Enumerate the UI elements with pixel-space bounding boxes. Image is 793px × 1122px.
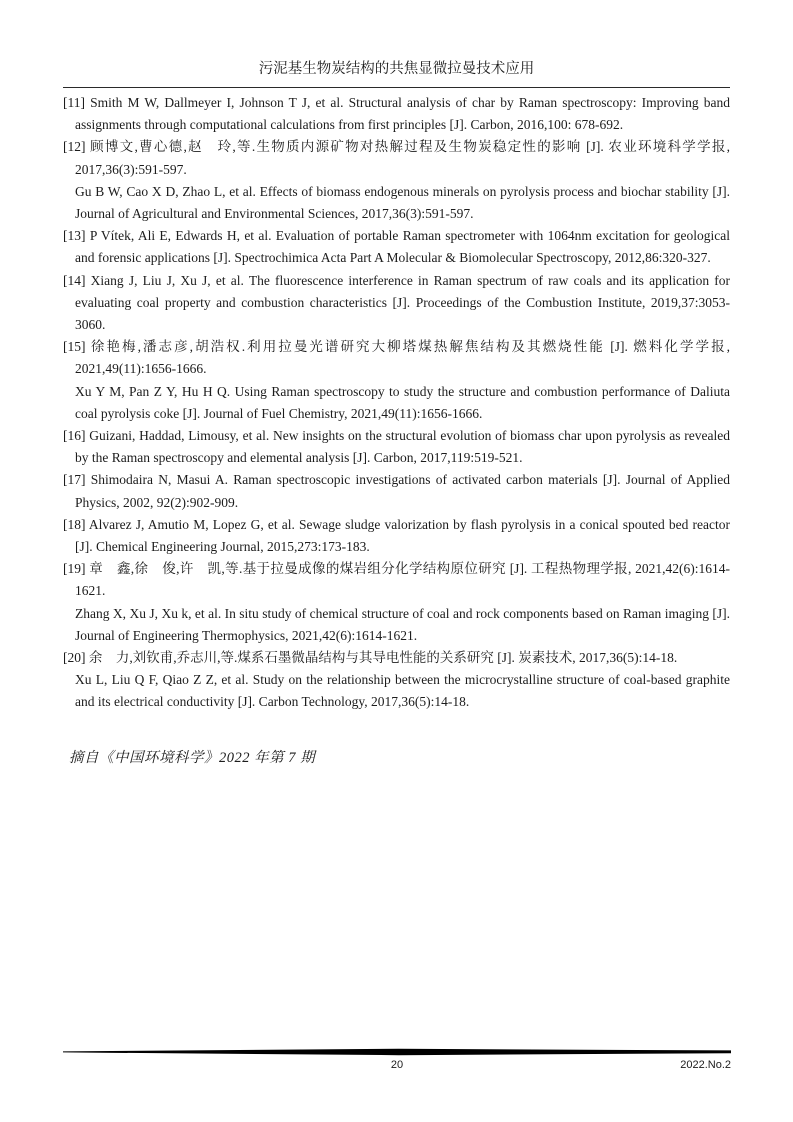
reference-citation: [16] Guizani, Haddad, Limousy, et al. New insights on the structural evolution of biomass char upon pyrolysis as revealed by the Raman spectroscopy and elemental analysis [J]. Carbon, 2017,119:519-521. <box>63 428 730 466</box>
footer-rule <box>63 1048 731 1056</box>
reference-label: [12] <box>63 139 86 155</box>
reference-translation: Gu B W, Cao X D, Zhao L, et al. Effects of biomass endogenous minerals on pyrolysis process and biochar stability [J]. Journal of Agricultural and Environmental Sciences, 2017,36(3):591-597. <box>75 183 730 222</box>
reference-label: [11] <box>63 95 85 110</box>
reference-label: [15] <box>63 339 86 355</box>
reference-citation: [20] 余 力,刘钦甫,乔志川,等.煤系石墨微晶结构与其导电性能的关系研究 [J]. 炭素技术, 2017,36(5):14-18. <box>63 650 678 666</box>
reference-translation: Xu L, Liu Q F, Qiao Z Z, et al. Study on the relationship between the microcrystalline structure of coal-based graphite and its electrical conductivity [J]. Carbon Technology, 2017,36(5):14-18. <box>75 672 730 710</box>
reference-translation: Xu Y M, Pan Z Y, Hu H Q. Using Raman spectroscopy to study the structure and combustion performance of Daliuta coal pyrolysis coke [J]. Journal of Fuel Chemistry, 2021,49(11):1656-1666. <box>75 383 730 421</box>
reference-item <box>63 514 730 558</box>
reference-item <box>63 647 730 714</box>
reference-item <box>63 136 730 225</box>
reference-item <box>63 558 730 647</box>
reference-item <box>63 425 730 469</box>
reference-item <box>63 469 730 513</box>
reference-citation: [17] Shimodaira N, Masui A. Raman spectroscopic investigations of activated carbon materials [J]. Journal of Applied Physics, 2002, 92(2):902-909. <box>63 472 730 510</box>
issue-label: 2022.No.2 <box>680 1059 731 1071</box>
reference-label: [13] <box>63 228 86 244</box>
references-list <box>63 92 730 714</box>
reference-item <box>63 92 730 136</box>
reference-citation: [11] Smith M W, Dallmeyer I, Johnson T J, et al. Structural analysis of char by Raman spectroscopy: Improving band assignments through computational calculations from first principles [J]. Carbon, 2016,100: 678-692. <box>63 95 730 133</box>
reference-label: [20] <box>63 650 86 666</box>
reference-item <box>63 336 730 425</box>
reference-label: [14] <box>63 272 86 288</box>
running-head-title: 污泥基生物炭结构的共焦显微拉曼技术应用 <box>258 61 535 77</box>
source-note: 摘自《中国环境科学》2022 年第 7 期 <box>69 749 316 766</box>
page-number: 20 <box>390 1059 404 1071</box>
reference-label: [18] <box>63 516 86 532</box>
reference-citation: [18] Alvarez J, Amutio M, Lopez G, et al. Sewage sludge valorization by flash pyrolysis in a conical spouted bed reactor [J]. Chemical Engineering Journal, 2015,273:173-183. <box>63 516 730 555</box>
reference-label: [19] <box>63 561 86 577</box>
reference-citation: [13] P Vítek, Ali E, Edwards H, et al. Evaluation of portable Raman spectrometer with 1064nm excitation for geological and forensic applications [J]. Spectrochimica Acta Part A Molecular & Biomolecular Spectroscopy, 2012,86:320-327. <box>63 228 730 266</box>
reference-citation: [15] 徐艳梅,潘志彦,胡浩权.利用拉曼光谱研究大柳塔煤热解焦结构及其燃烧性能 [J]. 燃料化学学报, 2021,49(11):1656-1666. <box>63 339 730 377</box>
reference-label: [16] <box>63 428 86 444</box>
reference-label: [17] <box>63 472 86 488</box>
header-rule <box>63 87 730 88</box>
reference-citation: [14] Xiang J, Liu J, Xu J, et al. The fluorescence interference in Raman spectrum of raw coals and its application for evaluating coal property and combustion characteristics [J]. Proceedings of the Combustion Institute, 2019,37:3053-3060. <box>63 272 730 333</box>
reference-citation: [19] 章 鑫,徐 俊,许 凯,等.基于拉曼成像的煤岩组分化学结构原位研究 [J]. 工程热物理学报, 2021,42(6):1614-1621. <box>63 561 730 599</box>
reference-translation: Zhang X, Xu J, Xu k, et al. In situ study of chemical structure of coal and rock components based on Raman imaging [J]. Journal of Engineering Thermophysics, 2021,42(6):1614-1621. <box>75 605 730 643</box>
page-footer <box>63 1048 731 1074</box>
reference-item <box>63 270 730 337</box>
reference-citation: [12] 顾博文,曹心德,赵 玲,等.生物质内源矿物对热解过程及生物炭稳定性的影响 [J]. 农业环境科学学报, 2017,36(3):591-597. <box>63 139 730 177</box>
reference-item <box>63 225 730 269</box>
footer-row <box>63 1058 731 1074</box>
